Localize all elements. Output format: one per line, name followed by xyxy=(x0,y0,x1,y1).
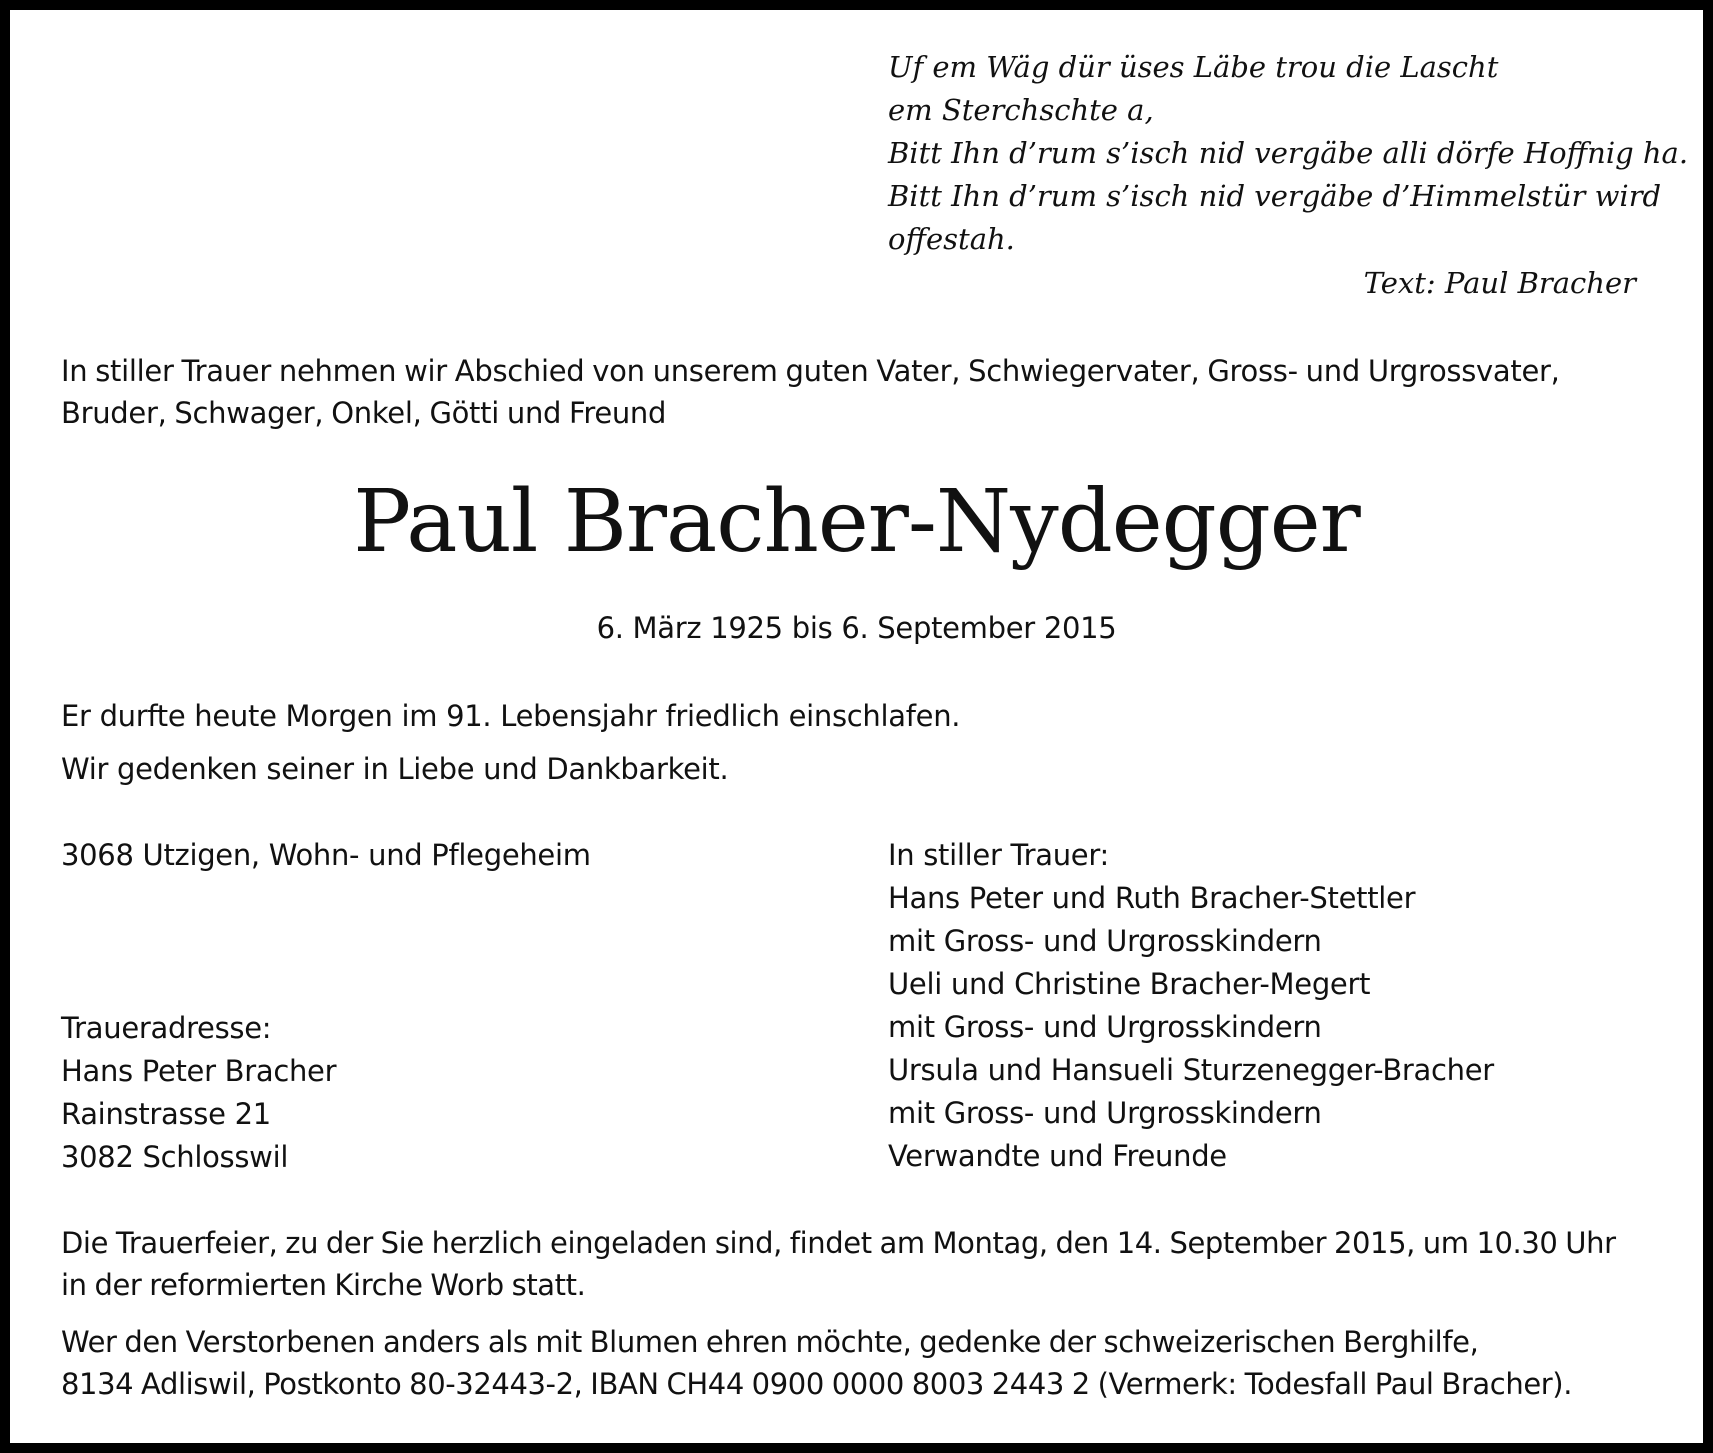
mourner-line: Hans Peter und Ruth Bracher-Stettler xyxy=(888,881,1416,915)
location xyxy=(61,834,591,877)
intro-line: In stiller Trauer nehmen wir Abschied von unserem guten Vater, Schwiegervater, Gross- und Urgrossvater, xyxy=(61,354,1560,388)
poem-line: em Sterchschte a, xyxy=(888,93,1154,127)
mourner-line: Verwandte und Freunde xyxy=(888,1139,1227,1173)
location-text: 3068 Utzigen, Wohn- und Pflegeheim xyxy=(61,838,591,872)
mourner-line: mit Gross- und Urgrosskindern xyxy=(888,1010,1322,1044)
poem-line: Uf em Wäg dür üses Läbe trou die Lascht xyxy=(888,50,1499,84)
poem-credit: Text: Paul Bracher xyxy=(1363,266,1636,300)
funeral-notice xyxy=(61,1222,1652,1306)
intro-text xyxy=(61,350,1652,434)
poem-line: Bitt Ihn d’rum s’isch nid vergäbe d’Himmelstür wird xyxy=(888,179,1662,213)
funeral-line: Die Trauerfeier, zu der Sie herzlich eingeladen sind, findet am Montag, den 14. September 2015, um 10.30 Uhr xyxy=(61,1226,1616,1260)
donation-notice xyxy=(61,1321,1652,1405)
mourner-line: mit Gross- und Urgrosskindern xyxy=(888,1096,1322,1130)
passing-statement: Er durfte heute Morgen im 91. Lebensjahr friedlich einschlafen. xyxy=(61,699,961,733)
remembrance-statement: Wir gedenken seiner in Liebe und Dankbarkeit. xyxy=(61,752,729,786)
mourner-line: Ueli und Christine Bracher-Megert xyxy=(888,967,1371,1001)
mourning-address-city: 3082 Schlosswil xyxy=(61,1140,289,1174)
mourner-line: Ursula und Hansueli Sturzenegger-Bracher xyxy=(888,1053,1494,1087)
mourning-address xyxy=(61,1007,336,1179)
mourner-line: mit Gross- und Urgrosskindern xyxy=(888,924,1322,958)
poem-line: offestah. xyxy=(888,222,1015,256)
donation-line: 8134 Adliswil, Postkonto 80-32443-2, IBAN CH44 0900 0000 8003 2443 2 (Vermerk: Todesfall Paul Bracher). xyxy=(61,1367,1573,1401)
intro-line: Bruder, Schwager, Onkel, Götti und Freund xyxy=(61,396,667,430)
mourners-heading: In stiller Trauer: xyxy=(888,838,1109,872)
donation-line: Wer den Verstorbenen anders als mit Blumen ehren möchte, gedenke der schweizerischen Berghilfe, xyxy=(61,1325,1479,1359)
funeral-line: in der reformierten Kirche Worb statt. xyxy=(61,1268,586,1302)
mourning-address-label: Traueradresse: xyxy=(61,1011,272,1045)
life-dates: 6. März 1925 bis 6. September 2015 xyxy=(596,611,1117,645)
deceased-name: Paul Bracher-Nydegger xyxy=(353,472,1360,572)
poem xyxy=(888,46,1689,261)
mourning-address-name: Hans Peter Bracher xyxy=(61,1054,337,1088)
mourners-list xyxy=(888,834,1494,1178)
poem-line: Bitt Ihn d’rum s’isch nid vergäbe alli dörfe Hoffnig ha. xyxy=(888,136,1689,170)
mourning-address-street: Rainstrasse 21 xyxy=(61,1097,271,1131)
